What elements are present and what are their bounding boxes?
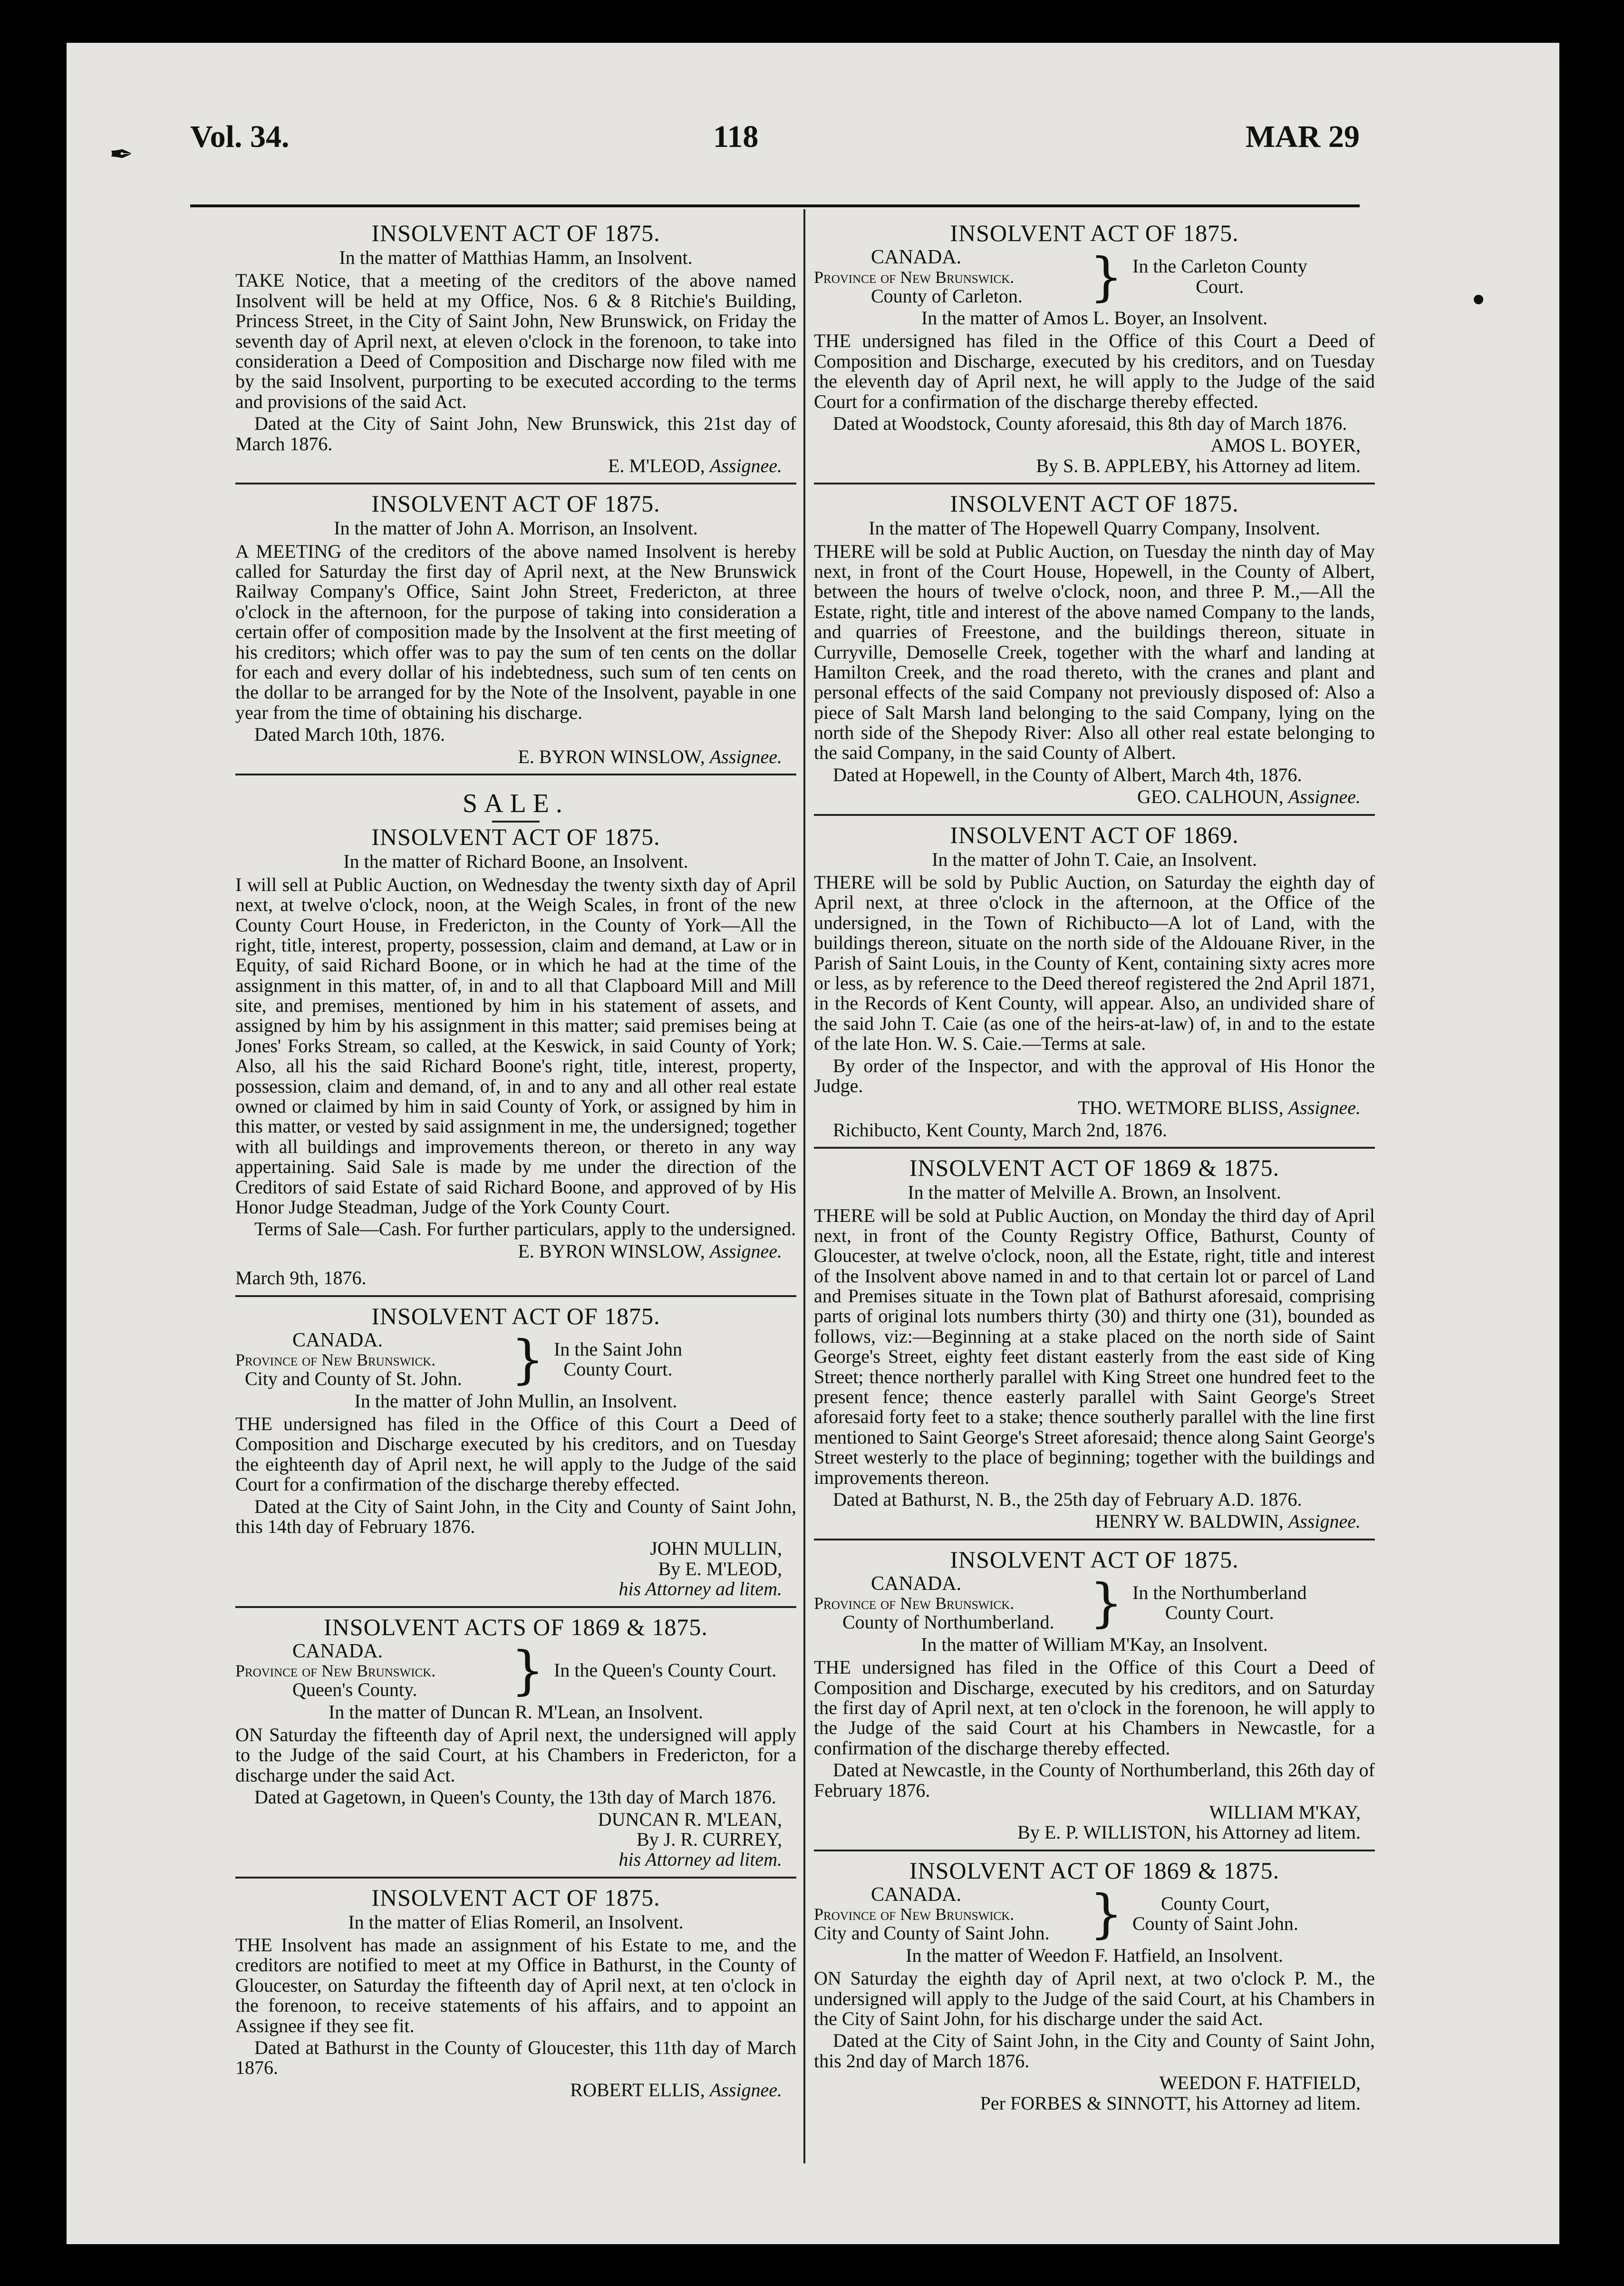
notice-body: THERE will be sold by Public Auction, on Saturday the eighth day of April next, at three o'clock in the afternoon, at the Office of the undersigned, in the Town of Richibucto—A lot of Land, with the buildings thereon, situate on the north side of the Aldouane River, in the Parish of Saint Louis, in the County of Kent, containing sixty acres more or less, as by reference to the Deed thereof registered the 2nd April 1871, in the Records of Kent County, will appear. Also, an undivided share of the said John T. Caie (as one of the heirs-at-law) of, in and to the estate of the late Hon. W. S. Caie.—Terms at sale. <box>814 872 1375 1055</box>
notice-matter: In the matter of Duncan R. M'Lean, an Insolvent. <box>328 1701 704 1723</box>
signer-name: WILLIAM M'KAY, <box>1209 1801 1361 1823</box>
caption-province: Province of New Brunswick. <box>814 1594 1015 1613</box>
notice-matter: In the matter of William M'Kay, an Insolvent. <box>921 1633 1268 1655</box>
notice-hopewell-quarry <box>814 484 1375 815</box>
signer-attorney: By E. P. WILLISTON, his Attorney ad litem. <box>1017 1821 1361 1843</box>
caption-canada: CANADA. <box>292 1329 383 1351</box>
caption-province: Province of New Brunswick. <box>235 1661 436 1681</box>
caption-brace: } <box>1090 1883 1123 1945</box>
signer-name: GEO. CALHOUN, <box>1137 786 1284 808</box>
notice-body: THE undersigned has filed in the Office of this Court a Deed of Composition and Discharge executed by his creditors, and on Tuesday the eighteenth day of April next, he will apply to the Judge of the said Court for a confirmation of the discharge thereby effected. <box>235 1413 796 1495</box>
notice-signature <box>235 456 782 476</box>
caption-brace: } <box>1090 246 1123 307</box>
notice-mullin <box>235 1297 796 1608</box>
caption-province: Province of New Brunswick. <box>814 1905 1015 1924</box>
signer-name: HENRY W. BALDWIN, <box>1095 1511 1284 1532</box>
notice-signature <box>814 2073 1361 2113</box>
signer-role: Assignee. <box>709 455 782 476</box>
court-caption <box>814 247 1375 306</box>
notice-order: By order of the Inspector, and with the approval of His Honor the Judge. <box>814 1055 1375 1096</box>
notice-dated: Dated at Woodstock, County aforesaid, this 8th day of March 1876. <box>833 413 1347 435</box>
notice-dated: Dated at the City of Saint John, in the City and County of Saint John, this 2nd day of March 1876. <box>814 2030 1375 2072</box>
notice-matter: In the matter of John Mullin, an Insolvent. <box>354 1390 677 1412</box>
caption-brace: } <box>1090 1572 1123 1634</box>
right-column <box>814 214 1375 2120</box>
notice-dated: Dated at Hopewell, in the County of Albert, March 4th, 1876. <box>833 764 1302 785</box>
caption-brace: } <box>511 1640 544 1701</box>
caption-court-line1: In the Saint John <box>554 1338 682 1360</box>
signer-role: Assignee. <box>1288 1511 1361 1532</box>
notice-dated: Dated at the City of Saint John, New Brunswick, this 21st day of March 1876. <box>235 413 796 455</box>
signer-name: E. M'LEOD, <box>608 455 705 476</box>
volume-label: Vol. 34. <box>190 119 290 154</box>
notice-dated: Dated at Gagetown, in Queen's County, the 13th day of March 1876. <box>254 1786 776 1808</box>
notice-matter: In the matter of Melville A. Brown, an Insolvent. <box>908 1182 1281 1203</box>
page-header <box>190 119 1360 176</box>
notice-matter: In the matter of Richard Boone, an Insolvent. <box>343 851 688 872</box>
notice-body: ON Saturday the eighth day of April next, at two o'clock P. M., the undersigned will apply to the Judge of the said Court, at his Chambers in the City of Saint John, for his discharge under the said Act. <box>814 1967 1375 2029</box>
caption-court-line1: In the Northumberland <box>1132 1581 1307 1603</box>
caption-county: Queen's County. <box>292 1679 417 1701</box>
notice-dated: Dated at Bathurst in the County of Gloucester, this 11th day of March 1876. <box>235 2037 796 2079</box>
notice-signature <box>235 2080 782 2100</box>
notice-signature <box>814 1802 1361 1843</box>
caption-court-line2: County Court. <box>563 1358 673 1380</box>
notice-body: THE Insolvent has made an assignment of his Estate to me, and the creditors are notified to meet at my Office in Bathurst, in the County of Gloucester, on Saturday the fifteenth day of April next, at ten o'clock in the forenoon, to receive statements of his affairs, and to appoint an Assignee if they see fit. <box>235 1934 796 2036</box>
notice-title: INSOLVENT ACT OF 1875. <box>371 1302 660 1329</box>
signer-name: WEEDON F. HATFIELD, <box>1159 2072 1361 2094</box>
court-caption <box>235 1330 796 1389</box>
issue-date: MAR 29 <box>1245 119 1360 154</box>
notice-body: THERE will be sold at Public Auction, on Monday the third day of April next, in front of the County Registry Office, Bathurst, County of Gloucester, at twelve o'clock, noon, all the Estate, right, title and interest of the Insolvent above named in and to that certain lot or parcel of Land and Premises situate in the Town plat of Bathurst aforesaid, comprising parts of original lots numbers thirty (30) and thirty one (31), bounded as follows, viz:—Beginning at a stake placed on the north side of Saint George's Street, eighty feet distant easterly from the east side of King Street; thence northerly parallel with King Street one hundred feet to the present fence; thence easterly parallel with Saint George's Street aforesaid forty feet to a stake; thence southerly parallel with the line first mentioned to Saint George's Street aforesaid; thence along Saint George's Street westerly to the place of beginning; together with the buildings and improvements thereon. <box>814 1204 1375 1488</box>
notice-title: INSOLVENT ACTS OF 1869 & 1875. <box>324 1613 708 1640</box>
notice-signature <box>235 1810 782 1870</box>
caption-province: Province of New Brunswick. <box>814 267 1015 287</box>
notice-dated: Richibucto, Kent County, March 2nd, 1876. <box>833 1119 1167 1141</box>
notice-mckay <box>814 1540 1375 1851</box>
caption-county: County of Carleton. <box>871 285 1023 307</box>
notice-boone-sale <box>235 775 796 1297</box>
caption-county: County of Northumberland. <box>842 1611 1054 1633</box>
notice-title: INSOLVENT ACT OF 1875. <box>371 1884 660 1911</box>
pen-mark: ✒ <box>109 139 134 170</box>
notice-body: THERE will be sold at Public Auction, on Tuesday the ninth day of May next, in front of the Court House, Hopewell, in the County of Albert, between the hours of twelve o'clock, noon, and three P. M.,—All the Estate, right, title and interest of the above named Company to the lands, and quarries of Freestone, and the buildings thereon, situate in Curryville, Demoselle Creek, together with the wharf and landing at Hamilton Creek, and the road thereto, with the cranes and plant and personal effects of the said Company not previously disposed of: Also a piece of Salt Marsh land belonging to the said Company, lying on the north side of the Shepody River: Also all other real estate belonging to the said Company, in the said County of Albert. <box>814 540 1375 764</box>
sale-heading-text: SALE. <box>463 788 569 818</box>
notice-title: INSOLVENT ACT OF 1869 & 1875. <box>909 1154 1280 1182</box>
signer-role: Assignee. <box>1288 786 1361 808</box>
notice-title: INSOLVENT ACT OF 1869. <box>950 821 1239 848</box>
court-caption <box>814 1884 1375 1944</box>
signer-attorney: By S. B. APPLEBY, his Attorney ad litem. <box>1036 455 1361 476</box>
notice-body: THE undersigned has filed in the Office of this Court a Deed of Composition and Discharge, executed by his creditors, and on Saturday the first day of April next, at ten o'clock in the forenoon, he will apply to the Judge of the said Court at his Chambers in Newcastle, for a confirmation of the discharge thereby effected. <box>814 1656 1375 1759</box>
notice-signature <box>235 747 782 767</box>
caption-province: Province of New Brunswick. <box>235 1350 436 1370</box>
signer-name: E. BYRON WINSLOW, <box>518 746 705 767</box>
signer-role: his Attorney ad litem. <box>619 1578 782 1600</box>
notice-title: INSOLVENT ACT OF 1875. <box>371 220 660 246</box>
signer-name: DUNCAN R. M'LEAN, <box>598 1808 782 1830</box>
notice-terms: Terms of Sale—Cash. For further particulars, apply to the undersigned. <box>254 1218 796 1240</box>
caption-canada: CANADA. <box>871 1883 962 1906</box>
signer-name: THO. WETMORE BLISS, <box>1078 1097 1284 1119</box>
notice-title: INSOLVENT ACT OF 1875. <box>371 823 660 851</box>
notice-body: ON Saturday the fifteenth day of April next, the undersigned will apply to the Judge of the said Court, at his Chambers in Fredericton, for a discharge under the said Act. <box>235 1724 796 1786</box>
notice-hatfield <box>814 1851 1375 2120</box>
caption-canada: CANADA. <box>871 246 962 268</box>
notice-dated: Dated March 10th, 1876. <box>254 724 445 746</box>
notice-signature <box>814 1511 1361 1531</box>
notice-matter: In the matter of John T. Caie, an Insolvent. <box>932 848 1257 870</box>
notice-signature <box>814 787 1361 807</box>
signer-attorney: By J. R. CURREY, <box>636 1828 782 1850</box>
page-number: 118 <box>713 119 759 154</box>
notice-mclean <box>235 1608 796 1879</box>
notice-body: A MEETING of the creditors of the above named Insolvent is hereby called for Saturday the first day of April next, at the New Brunswick Railway Company's Office, Saint John Street, Fredericton, at three o'clock in the afternoon, for the purpose of taking into consideration a certain offer of composition made by the Insolvent at the first meeting of his creditors; which offer was to pay the sum of ten cents on the dollar for each and every dollar of his indebtedness, such sum of ten cents on the dollar to be arranged for by the Note of the Insolvent, payable in one year from the time of obtaining his discharge. <box>235 540 796 723</box>
notice-body: I will sell at Public Auction, on Wednesday the twenty sixth day of April next, at twelve o'clock, noon, at the Weigh Scales, in front of the new County Court House, in Fredericton, in the County of York—All the right, title, interest, property, possession, claim and demand, at Law or in Equity, of said Richard Boone, or in which he had at the time of the assignment in this matter, of, in and to all that Clapboard Mill and Mill site, and premises, mentioned by him in his statement of assets, and assigned by him by his assignment in this matter; said premises being at Jones' Forks Stream, so called, at the Keswick, in said County of York; Also, all his the said Richard Boone's right, title, interest, property, possession, claim and demand, of, in and to any and all other real estate owned or claimed by him in said County of York, or assigned by him in this matter, or vested by said assignment in me, the undersigned; together with all buildings and improvements thereon, or thereto in any way appertaining. Said Sale is made by me under the direction of the Creditors of said Estate of said Richard Boone, and approved of by His Honor Judge Steadman, Judge of the York County Court. <box>235 873 796 1218</box>
notice-matter: In the matter of Elias Romeril, an Insolvent. <box>348 1911 684 1933</box>
notice-title: INSOLVENT ACT OF 1875. <box>950 490 1239 517</box>
sale-heading <box>235 790 796 823</box>
signer-role: Assignee. <box>709 1240 782 1262</box>
court-caption <box>814 1573 1375 1633</box>
notice-caie <box>814 816 1375 1149</box>
notice-morrison <box>235 484 796 775</box>
caption-court-line2: Court. <box>1196 275 1244 297</box>
notice-signature <box>235 1241 782 1261</box>
notice-matter: In the matter of John A. Morrison, an Insolvent. <box>334 517 698 539</box>
notice-hamm <box>235 214 796 484</box>
ink-dot <box>1474 295 1483 304</box>
notice-matter: In the matter of Amos L. Boyer, an Insolvent. <box>921 307 1268 329</box>
notice-title: INSOLVENT ACT OF 1875. <box>950 1546 1239 1573</box>
notice-matter: In the matter of Matthias Hamm, an Insolvent. <box>339 247 693 268</box>
signer-role: Assignee. <box>709 2079 782 2101</box>
sale-underline <box>492 821 540 823</box>
court-caption <box>235 1641 796 1700</box>
signer-attorney: By E. M'LEOD, <box>658 1558 782 1579</box>
caption-canada: CANADA. <box>292 1640 383 1662</box>
signer-role: Assignee. <box>1288 1097 1361 1119</box>
signer-name: AMOS L. BOYER, <box>1210 435 1361 456</box>
signer-role: Assignee. <box>709 746 782 767</box>
notice-body: TAKE Notice, that a meeting of the creditors of the above named Insolvent will be held at my Office, Nos. 6 & 8 Ritchie's Building, Princess Street, in the City of Saint John, New Brunswick, on Friday the seventh day of April next, at eleven o'clock in the forenoon, to take into consideration a Deed of Composition and Discharge now filed with me by the said Insolvent, purporting to be executed according to the terms and provisions of the said Act. <box>235 270 796 412</box>
notice-title: INSOLVENT ACT OF 1875. <box>950 220 1239 246</box>
signer-name: JOHN MULLIN, <box>650 1538 782 1560</box>
caption-county: City and County of Saint John. <box>814 1922 1050 1944</box>
notice-signature <box>814 436 1361 476</box>
caption-canada: CANADA. <box>871 1572 962 1595</box>
caption-court-line1: County Court, <box>1161 1892 1270 1914</box>
notice-romeril <box>235 1879 796 2107</box>
notice-body: THE undersigned has filed in the Office of this Court a Deed of Composition and Discharge, executed by his creditors, and on Tuesday the eleventh day of April next, he will apply to the Judge of the said Court for a confirmation of the discharge thereby effected. <box>814 330 1375 412</box>
notice-dated: Dated at Newcastle, in the County of Northumberland, this 26th day of February 1876. <box>814 1759 1375 1801</box>
notice-dated: Dated at the City of Saint John, in the City and County of Saint John, this 14th day of February 1876. <box>235 1495 796 1537</box>
notice-boyer <box>814 214 1375 484</box>
notice-dated: Dated at Bathurst, N. B., the 25th day of February A.D. 1876. <box>833 1488 1302 1510</box>
header-rule <box>190 204 1360 207</box>
signer-role: his Attorney ad litem. <box>619 1849 782 1870</box>
notice-matter: In the matter of The Hopewell Quarry Company, Insolvent. <box>869 517 1320 539</box>
signer-name: E. BYRON WINSLOW, <box>518 1240 705 1262</box>
caption-court-line2: County Court. <box>1165 1602 1274 1624</box>
notice-signature <box>814 1098 1361 1118</box>
left-column <box>235 214 796 2107</box>
caption-brace: } <box>511 1329 544 1390</box>
notice-brown <box>814 1149 1375 1540</box>
caption-county: City and County of St. John. <box>245 1368 462 1390</box>
notice-matter: In the matter of Weedon F. Hatfield, an Insolvent. <box>906 1944 1283 1966</box>
notice-title: INSOLVENT ACT OF 1869 & 1875. <box>909 1857 1280 1884</box>
caption-court-line1: In the Queen's County Court. <box>554 1659 777 1681</box>
notice-title: INSOLVENT ACT OF 1875. <box>371 490 660 517</box>
column-divider <box>803 209 805 2163</box>
signer-name: ROBERT ELLIS, <box>570 2079 705 2101</box>
caption-court-line1: In the Carleton County <box>1132 255 1307 277</box>
caption-court-line2: County of Saint John. <box>1132 1913 1298 1935</box>
notice-dated: March 9th, 1876. <box>235 1267 367 1289</box>
signer-attorney: Per FORBES & SINNOTT, his Attorney ad litem. <box>980 2092 1361 2114</box>
notice-signature <box>235 1539 782 1599</box>
